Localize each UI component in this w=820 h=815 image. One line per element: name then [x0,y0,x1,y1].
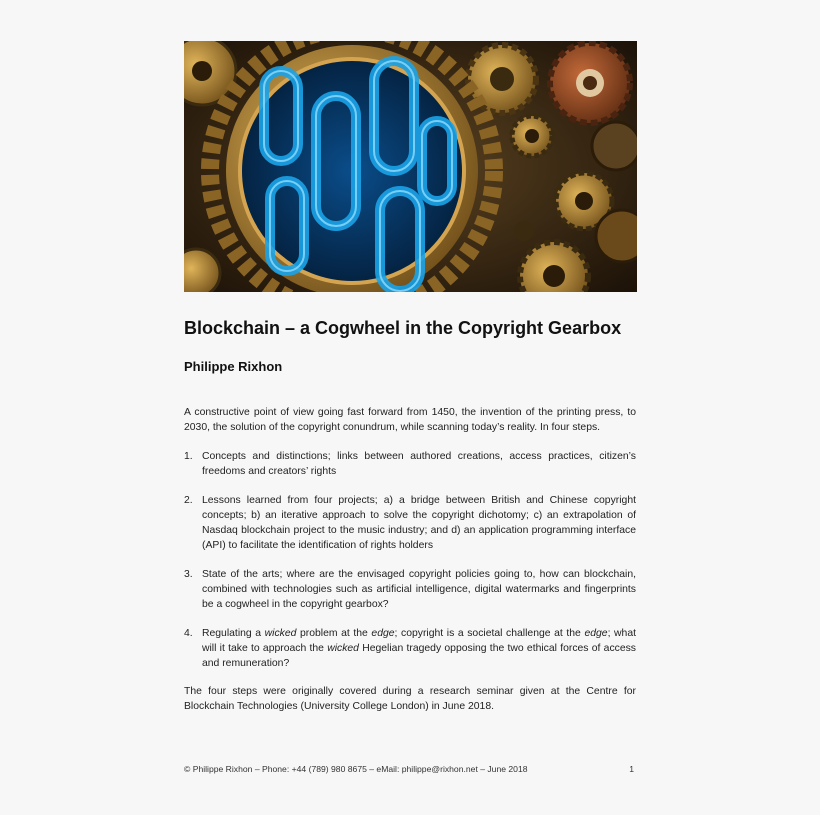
step-item [184,567,636,612]
steps-list [184,449,636,685]
step-text-part: problem at the [296,628,372,639]
step-item [184,626,636,671]
step-item [184,449,636,479]
step-text-part: Hegelian tragedy opposing the two ethical forces of access and remuneration? [202,643,637,669]
step-number: 4. [184,628,193,639]
step-text-part: Regulating a [202,628,265,639]
step-number: 1. [184,451,193,462]
step-text [202,451,636,477]
hero-image [184,41,637,292]
closing-paragraph: The four steps were originally covered during a research seminar given at the Centre for Blockchain Technologies (University College London) in June 2018. [184,686,636,712]
intro-paragraph: A constructive point of view going fast forward from 1450, the invention of the printing press, to 2030, the solution of the copyright conundrum, while scanning today’s reality. In four steps. [184,407,636,433]
step-text [202,569,636,610]
page-footer [184,764,636,774]
document-title: Blockchain – a Cogwheel in the Copyright Gearbox [184,318,622,338]
step-emphasis: edge [584,628,608,639]
step-text [202,495,636,551]
step-text-part: Concepts and distinctions; links between authored creations, access practices, citizen’s freedoms and creators’ rights [202,451,636,477]
author-name: Philippe Rixhon [184,359,283,374]
step-text [202,628,636,669]
step-number: 2. [184,495,193,506]
page-number: 1 [629,764,634,774]
step-emphasis: wicked [264,628,297,639]
step-text-part: Lessons learned from four projects; a) a bridge between British and Chinese copyright concepts; b) an iterative approach to solve the copyright dichotomy; c) an extrapolation of Nasdaq blockchain project to the music industry; and d) an application programming interface (API) to facilitate the identification of rights holders [202,495,636,551]
step-text-part: ; copyright is a societal challenge at the [394,628,585,639]
step-text-part: State of the arts; where are the envisaged copyright policies going to, how can blockchain, combined with technologies such as artificial intelligence, digital watermarks and fingerprints be a cogwheel in the copyright gearbox? [202,569,636,610]
step-emphasis: wicked [327,643,359,654]
step-number: 3. [184,569,193,580]
blockchain-cogwheel-icon [184,41,637,292]
step-emphasis: edge [371,628,395,639]
step-item [184,493,636,553]
footer-text: © Philippe Rixhon – Phone: +44 (789) 980 8675 – eMail: philippe@rixhon.net – June 2018 [184,764,528,774]
step-text-part: ; what will it take to approach the [202,628,636,654]
